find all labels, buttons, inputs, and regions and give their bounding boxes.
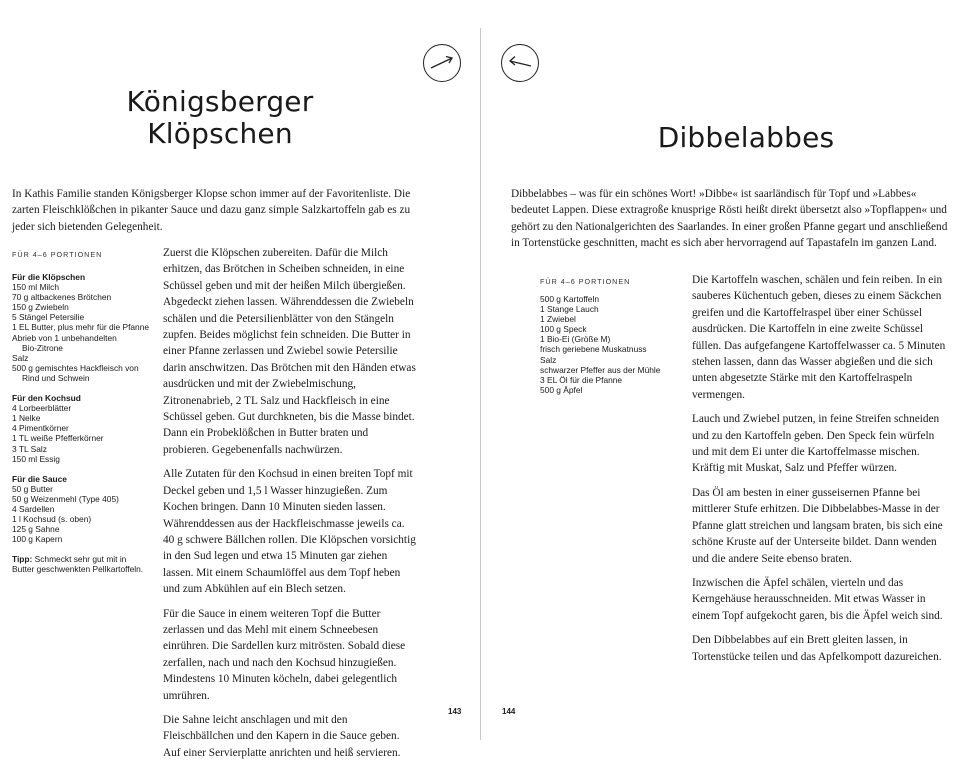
ingredient-item: 70 g altbackenes Brötchen [12,292,112,303]
instructions [692,272,951,673]
ingredients-list [12,272,162,585]
ingredient-item: 3 EL Öl für die Pfanne [540,374,623,385]
recipe-title: Dibbelabbes [657,121,835,154]
portions-label: FÜR 4–6 PORTIONEN [540,277,631,286]
ingredient-item: 100 g Speck [540,324,587,335]
ingredient-item: 4 Pimentkörner [12,423,69,434]
tip-line [12,554,162,564]
ingredients-list [540,294,690,395]
ingredient-item: 125 g Sahne [12,524,60,535]
title-line-1: Königsberger [126,85,314,118]
portions-label: FÜR 4–6 PORTIONEN [12,250,103,259]
arrow-right-icon [424,45,460,81]
ingredient-item: 500 g gemischtes Hackfleisch von [12,362,139,373]
ingredient-item: 50 g Weizenmehl (Type 405) [12,493,119,504]
ingredient-item: 1 Zwiebel [540,314,576,325]
ingredient-item: 1 Bio-Ei (Größe M) [540,334,611,345]
instruction-paragraph: Zuerst die Klöpschen zubereiten. Dafür die Milch erhitzen, das Brötchen in Scheiben schneiden, in eine Schüssel geben und mit der heißen Milch übergießen. Abgedeckt ziehen lassen. Währenddessen die Zwiebeln schälen und die Petersilienblätter von den Stängeln zupfen. Beides möglichst fein schneiden. Die Butter in einer Pfanne zerlassen und Zwiebel sowie Petersilie darin anschwitzen. Das Brötchen mit den Händen etwas ausdrücken und mit der Zwiebelmischung, Zitronenabrieb, 2 TL Salz und Hackfleisch in eine Schüssel geben. Gut durchkneten, bis die Masse bindet. Dann ein Probeklößchen in Butter braten und probieren. Gegebenenfalls nachwürzen. [163,247,416,456]
instruction-paragraph: Alle Zutaten für den Kochsud in einen breiten Topf mit Deckel geben und 1,5 l Wasser hinzugießen. Zum Kochen bringen. Dann 10 Minuten sieden lassen. Währenddessen aus der Hackfleischmasse jeweils ca. 40 g schwere Bällchen rollen. Die Klöpschen vorsichtig in den Sud legen und etwa 15 Minuten gar ziehen lassen. Mit einem Schaumlöffel aus dem Topf heben und zum Abkühlen auf ein Blech setzen. [163,468,416,596]
ingredient-group-title: Für den Kochsud [12,393,81,404]
ingredient-item: Salz [12,352,29,363]
instruction-paragraph: Das Öl am besten in einer gusseisernen Pfanne bei mittlerer Stufe erhitzen. Die Dibbelabbes-Masse in der Pfanne glatt streichen und langsam braten, bis sich eine schöne Kruste auf der Unterseite bildet. Dann wenden und die andere Seite ebenso braten. [692,486,943,565]
ingredient-item: 150 ml Essig [12,453,60,464]
ingredient-item: 3 TL Salz [12,443,47,454]
ingredient-item: 150 ml Milch [12,282,60,293]
ingredient-item: 500 g Kartoffeln [540,294,599,304]
tip-line: Butter geschwenkten Pellkartoffeln. [12,564,144,575]
ingredient-group [12,272,162,383]
ingredient-item: 5 Stängel Petersilie [12,312,85,323]
ingredient-group [12,474,162,545]
title-line-2: Klöpschen [147,117,293,150]
right-page [481,0,961,768]
ingredient-item: Salz [540,354,557,365]
ingredient-item: 1 TL weiße Pfefferkörner [12,433,104,444]
ingredient-item: 1 l Kochsud (s. oben) [12,514,92,525]
tip-text: Schmeckt sehr gut mit in [34,554,127,565]
ingredient-group [12,393,162,464]
ingredient-item: Rind und Schwein [22,372,90,383]
ingredient-item: Bio-Zitrone [22,342,63,353]
ingredient-item: frisch geriebene Muskatnuss [540,344,647,355]
instructions [163,245,417,769]
recipe-intro: In Kathis Familie standen Königsberger Klopse schon immer auf der Favoritenliste. Die zarten Fleischklößchen in pikanter Sauce und dazu ganz simple Salzkartoffeln gab es zu jeder sich bietenden Gelegenheit. [12,188,411,233]
page-number: 144 [502,707,516,716]
tip-label: Tipp: [12,554,33,565]
ingredient-item: 4 Sardellen [12,503,55,514]
ingredient-item: 500 g Äpfel [540,384,583,395]
ingredient-item: 1 Nelke [12,413,41,424]
arrow-left-icon [502,45,538,81]
instruction-paragraph: Inzwischen die Äpfel schälen, vierteln und das Kerngehäuse herausschneiden. Mit etwas Wasser in einem Topf aufgekocht garen, bis die Äpfel weich sind. [692,576,943,622]
ingredient-item: Abrieb von 1 unbehandelten [12,332,117,343]
instruction-paragraph: Für die Sauce in einem weiteren Topf die Butter zerlassen und das Mehl mit einem Schneebesen einrühren. Die Sardellen kurz mitrösten. Sobald diese zerfallen, nach und nach den Kochsud hinzugießen. Mindestens 10 Minuten köcheln, dabei gelegentlich umrühren. [163,607,406,702]
tip-note [12,554,162,574]
instruction-paragraph: Die Sahne leicht anschlagen und mit den Fleischbällchen und den Kapern in die Sauce geben. Auf einer Servierplatte anrichten und heiß servieren. [163,713,401,759]
recipe-intro: Dibbelabbes – was für ein schönes Wort! »Dibbe« ist saarländisch für Topf und »Labbes« bedeutet Lappen. Diese extragroße knusprige Rösti heißt direkt übersetzt also »Topflappen« und gehört zu den Nationalgerichten des Saarlandes. In einer großen Pfanne gegart und anschließend in Tortenstücke geschnitten, macht es sich aber hervorragend auf Tapastafeln im ganzen Land. [511,188,948,250]
ingredient-item: schwarzer Pfeffer aus der Mühle [540,364,661,375]
page-number: 143 [448,707,462,716]
instruction-paragraph: Die Kartoffeln waschen, schälen und fein reiben. In ein sauberes Küchentuch geben, dieses zu einem Säckchen greifen und die Kartoffelraspel über einer Schüssel ausdrücken. Die Kartoffeln in eine zweite Schüssel füllen. Das aufgefangene Kartoffelwasser ca. 5 Minuten stehen lassen, dann das Wasser abgießen und die sich unten abgesetzte Stärke mit den Kartoffelraspeln vermengen. [692,274,946,401]
instruction-paragraph: Lauch und Zwiebel putzen, in feine Streifen schneiden und zu den Kartoffeln geben. Den Speck fein würfeln und mit dem Ei unter die Kartoffelmasse mischen. Kräftig mit Muskat, Salz und Pfeffer würzen. [692,413,940,475]
next-page-button[interactable] [423,44,461,82]
instruction-paragraph: Den Dibbelabbes auf ein Brett gleiten lassen, in Tortenstücke teilen und das Apfelkompott dazureichen. [692,634,942,663]
ingredient-item: 150 g Zwiebeln [12,302,69,313]
recipe-title [110,86,330,150]
ingredient-item: 1 EL Butter, plus mehr für die Pfanne [12,322,150,333]
ingredient-group-title: Für die Klöpschen [12,272,86,282]
ingredient-group-title: Für die Sauce [12,473,67,484]
left-page [0,0,480,768]
ingredient-item: 100 g Kapern [12,534,63,545]
ingredient-item: 4 Lorbeerblätter [12,403,72,414]
previous-page-button[interactable] [501,44,539,82]
ingredient-item: 50 g Butter [12,483,53,494]
ingredient-item: 1 Stange Lauch [540,304,599,315]
